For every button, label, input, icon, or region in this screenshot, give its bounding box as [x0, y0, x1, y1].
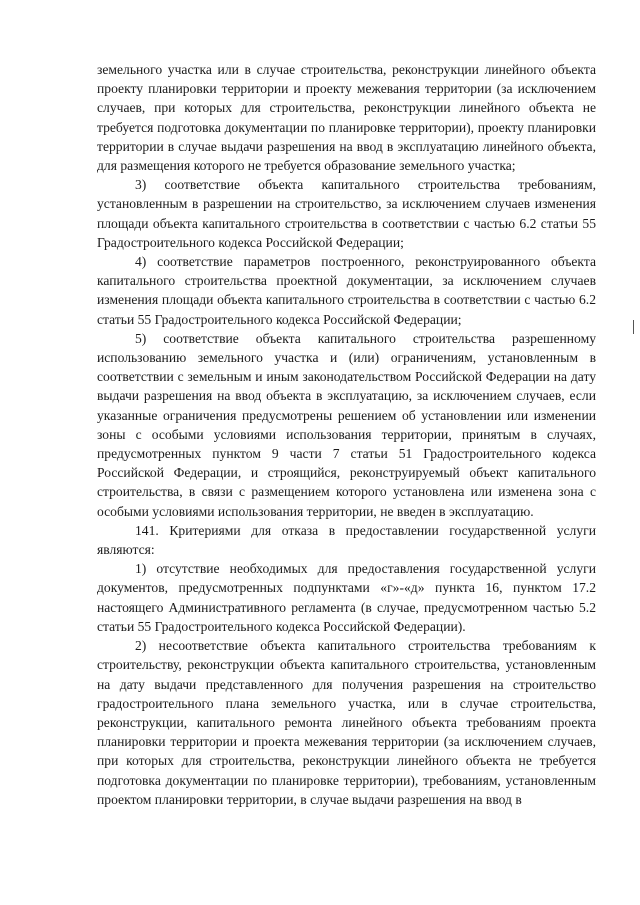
paragraph-criterion-2: 2) несоответствие объекта капитального строительства требованиям к строительству, реконструкции объекта капитального строительства, установленным на дату выдачи представленного для получения разрешения на строительство градостроительного плана земельного участка, или в случае строительства, реконструкции, капитального ремонта линейного объекта требованиям проекта планировки территории и проекта межевания территории (за исключением случаев, при которых для строительства, реконструкции линейного объекта не требуется подготовка документации по планировке территории), требованиям, установленным проектом планировки территории, в случае выдачи разрешения на ввод в [97, 638, 596, 807]
paragraph-section-141: 141. Критериями для отказа в предоставлении государственной услуги являются: [97, 522, 596, 558]
document-body [97, 60, 596, 809]
paragraph-item-4: 4) соответствие параметров построенного, реконструированного объекта капитального строительства проектной документации, за исключением случаев изменения площади объекта капитального строительства в соответствии с частью 6.2 статьи 55 Градостроительного кодекса Российской Федерации; [97, 254, 596, 327]
paragraph-item-3: 3) соответствие объекта капитального строительства требованиям, установленным в разрешении на строительство, за исключением случаев изменения площади объекта капитального строительства в соответствии с частью 6.2 статьи 55 Градостроительного кодекса Российской Федерации; [97, 177, 596, 250]
scan-edge-mark [633, 320, 634, 334]
paragraph-item-5: 5) соответствие объекта капитального строительства разрешенному использованию земельного участка и (или) ограничениям, установленным в соответствии с земельным и иным законодательством Российской Федерации на дату выдачи разрешения на ввод объекта в эксплуатацию, за исключением случаев, если указанные ограничения предусмотрены решением об установлении или изменении зоны с особыми условиями использования территории, принятым в случаях, предусмотренных пунктом 9 части 7 статьи 51 Градостроительного кодекса Российской Федерации, и строящийся, реконструируемый объект капитального строительства, в связи с размещением которого установлена или изменена зона с особыми условиями использования территории, не введен в эксплуатацию. [97, 330, 596, 519]
paragraph-criterion-1: 1) отсутствие необходимых для предоставления государственной услуги документов, предусмотренных подпунктами «г»-«д» пункта 16, пунктом 17.2 настоящего Административного регламента (в случае, предусмотренном частью 5.2 статьи 55 Градостроительного кодекса Российской Федерации). [97, 561, 596, 634]
paragraph-continuation: земельного участка или в случае строительства, реконструкции линейного объекта проекту планировки территории и проекту межевания территории (за исключением случаев, при которых для строительства, реконструкции линейного объекта не требуется подготовка документации по планировке территории), проекту планировки территории в случае выдачи разрешения на ввод в эксплуатацию линейного объекта, для размещения которого не требуется образование земельного участка; [97, 62, 596, 174]
